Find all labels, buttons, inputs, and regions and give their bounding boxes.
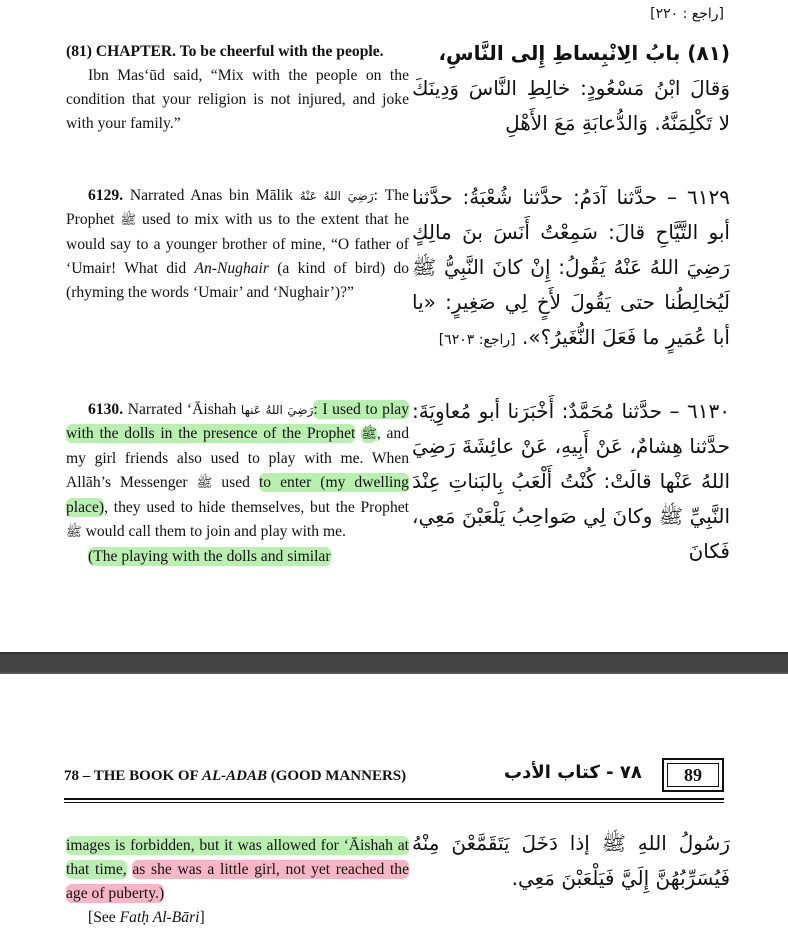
arabic-chapter-title: (٨١) بابُ الِانْبِساطِ إِلى النَّاسِ، [438,41,730,65]
header-rule [64,798,724,800]
highlight-green: images is forbidden, but it was allowed for ‘Āishah at that time, [66,837,409,878]
hadith-number: 6129. [88,187,124,204]
narrator: Narrated Anas bin Mālik [129,187,293,204]
page-number-box [662,758,724,792]
arabic-reference: [راجع: ٦٢٠٣] [438,332,516,348]
arabic-chapter-text: وَقالَ ابْنُ مَسْعُودٍ: خالِطِ النَّاسَ وَدِينَكَ لا تَكْلِمَنَّهُ. وَالدُّعابَةِ مَعَ الأَهْلِ [412,76,730,135]
header-rule-thin [64,802,724,803]
hadith-6129-arabic: ٦١٢٩ – حدَّثنا آدَمُ: حدَّثنا شُعْبَةُ: حدَّثنا أبو التَّيَّاحِ قالَ: سَمِعْتُ أَنَسَ بنَ مالِكٍ رَضِيَ اللهُ عَنْهُ يَقُولُ: إِنْ كانَ النَّبِيُّ ﷺ لَيُخالِطُنا حتى يَقُولَ لأَخٍ لِي صَغِيرٍ: «يا أبا عُمَيرٍ ما فَعَلَ النُّغَيرُ؟». [راجع: ٦٢٠٣] [412,185,730,349]
narrator: Narrated ‘Āishah [127,401,237,418]
page-divider [0,652,788,674]
highlight-green: to enter (my dwelling place) [66,474,409,516]
hadith-6129-english: 6129. Narrated Anas bin Mālik رَضِيَ اللهُ عَنْهُ: The Prophet ﷺ used to mix with us to the extent that he would say to a younger brother of mine, “O father of ‘Umair! What did An-Nughair (a kind of bird) do (rhyming the words ‘Umair’ and ‘Nughair’)?” [66,187,410,301]
hadith-number: 6130. [88,401,124,418]
salla-symbol: ﷺ [66,525,82,540]
hadith-6130-english: 6130. Narrated ‘Āishah رَضِيَ اللهُ عَنها: I used to play with the dolls in the presence of the Prophet ﷺ, and my girl friends also used to play with me. When Allāh’s Messenger ﷺ used to enter (my dwelling place), they used to hide themselves, but the Prophet ﷺ would call them to join and play with me. (The playing with the dolls and similar [66,401,409,565]
salla-symbol: ﷺ [361,427,377,442]
salla-symbol: ﷺ [196,476,213,491]
arabic-reference-top: [راجع : ٢٢٠] [650,6,724,22]
highlight-pink: as she was a little girl, not yet reached the age of puberty.) [66,861,409,902]
honorific: رَضِيَ اللهُ عَنها [240,403,314,417]
continuation-arabic: رَسُولُ اللهِ ﷺ إذا دَخَلَ يَتَقَمَّعْنَ مِنْهُ فَيُسَرِّبُهُنَّ إِلَيَّ فَيَلْعَبْنَ مَعِي. [412,831,730,890]
chapter-81-arabic [412,36,730,141]
see-reference: [See Fatḥ Al-Bāri] [88,909,205,926]
hadith-6130-arabic: ٦١٣٠ – حدَّثنا مُحَمَّدٌ: أَخْبَرَنا أبو مُعاوِيَةَ: حدَّثنا هِشامٌ، عَنْ أَبِيهِ، عَنْ عائِشَةَ رَضِيَ اللهُ عَنْها قالَتْ: كُنْتُ أَلْعَبُ بِالبَناتِ عِنْدَ النَّبِيِّ ﷺ وكانَ لِي صَواحِبُ يَلْعَبْنَ مَعِي، فَكانَ [412,399,730,563]
honorific: رَضِيَ اللهُ عَنْهُ [299,189,374,203]
book-header-arabic: ٧٨ - كتاب الأدب [504,762,642,783]
page-number: 89 [667,763,719,787]
chapter-title: (81) CHAPTER. To be cheerful with the people. [66,43,384,60]
highlight-green: : I used to play with the dolls in the presence of the Prophet [66,401,409,442]
chapter-narration: Ibn Mas‘ūd said, “Mix with the people on the condition that your religion is not injured, and joke with your family.” [66,67,409,132]
highlight-green: (The playing with the dolls and similar [88,548,331,565]
chapter-81-english [66,40,409,136]
bottom-page [0,674,788,937]
term-nughair: An-Nughair [194,260,269,277]
continuation-english [66,834,409,930]
book-header-english: 78 – THE BOOK OF AL-ADAB (GOOD MANNERS) [64,768,407,784]
salla-symbol: ﷺ [120,213,137,228]
